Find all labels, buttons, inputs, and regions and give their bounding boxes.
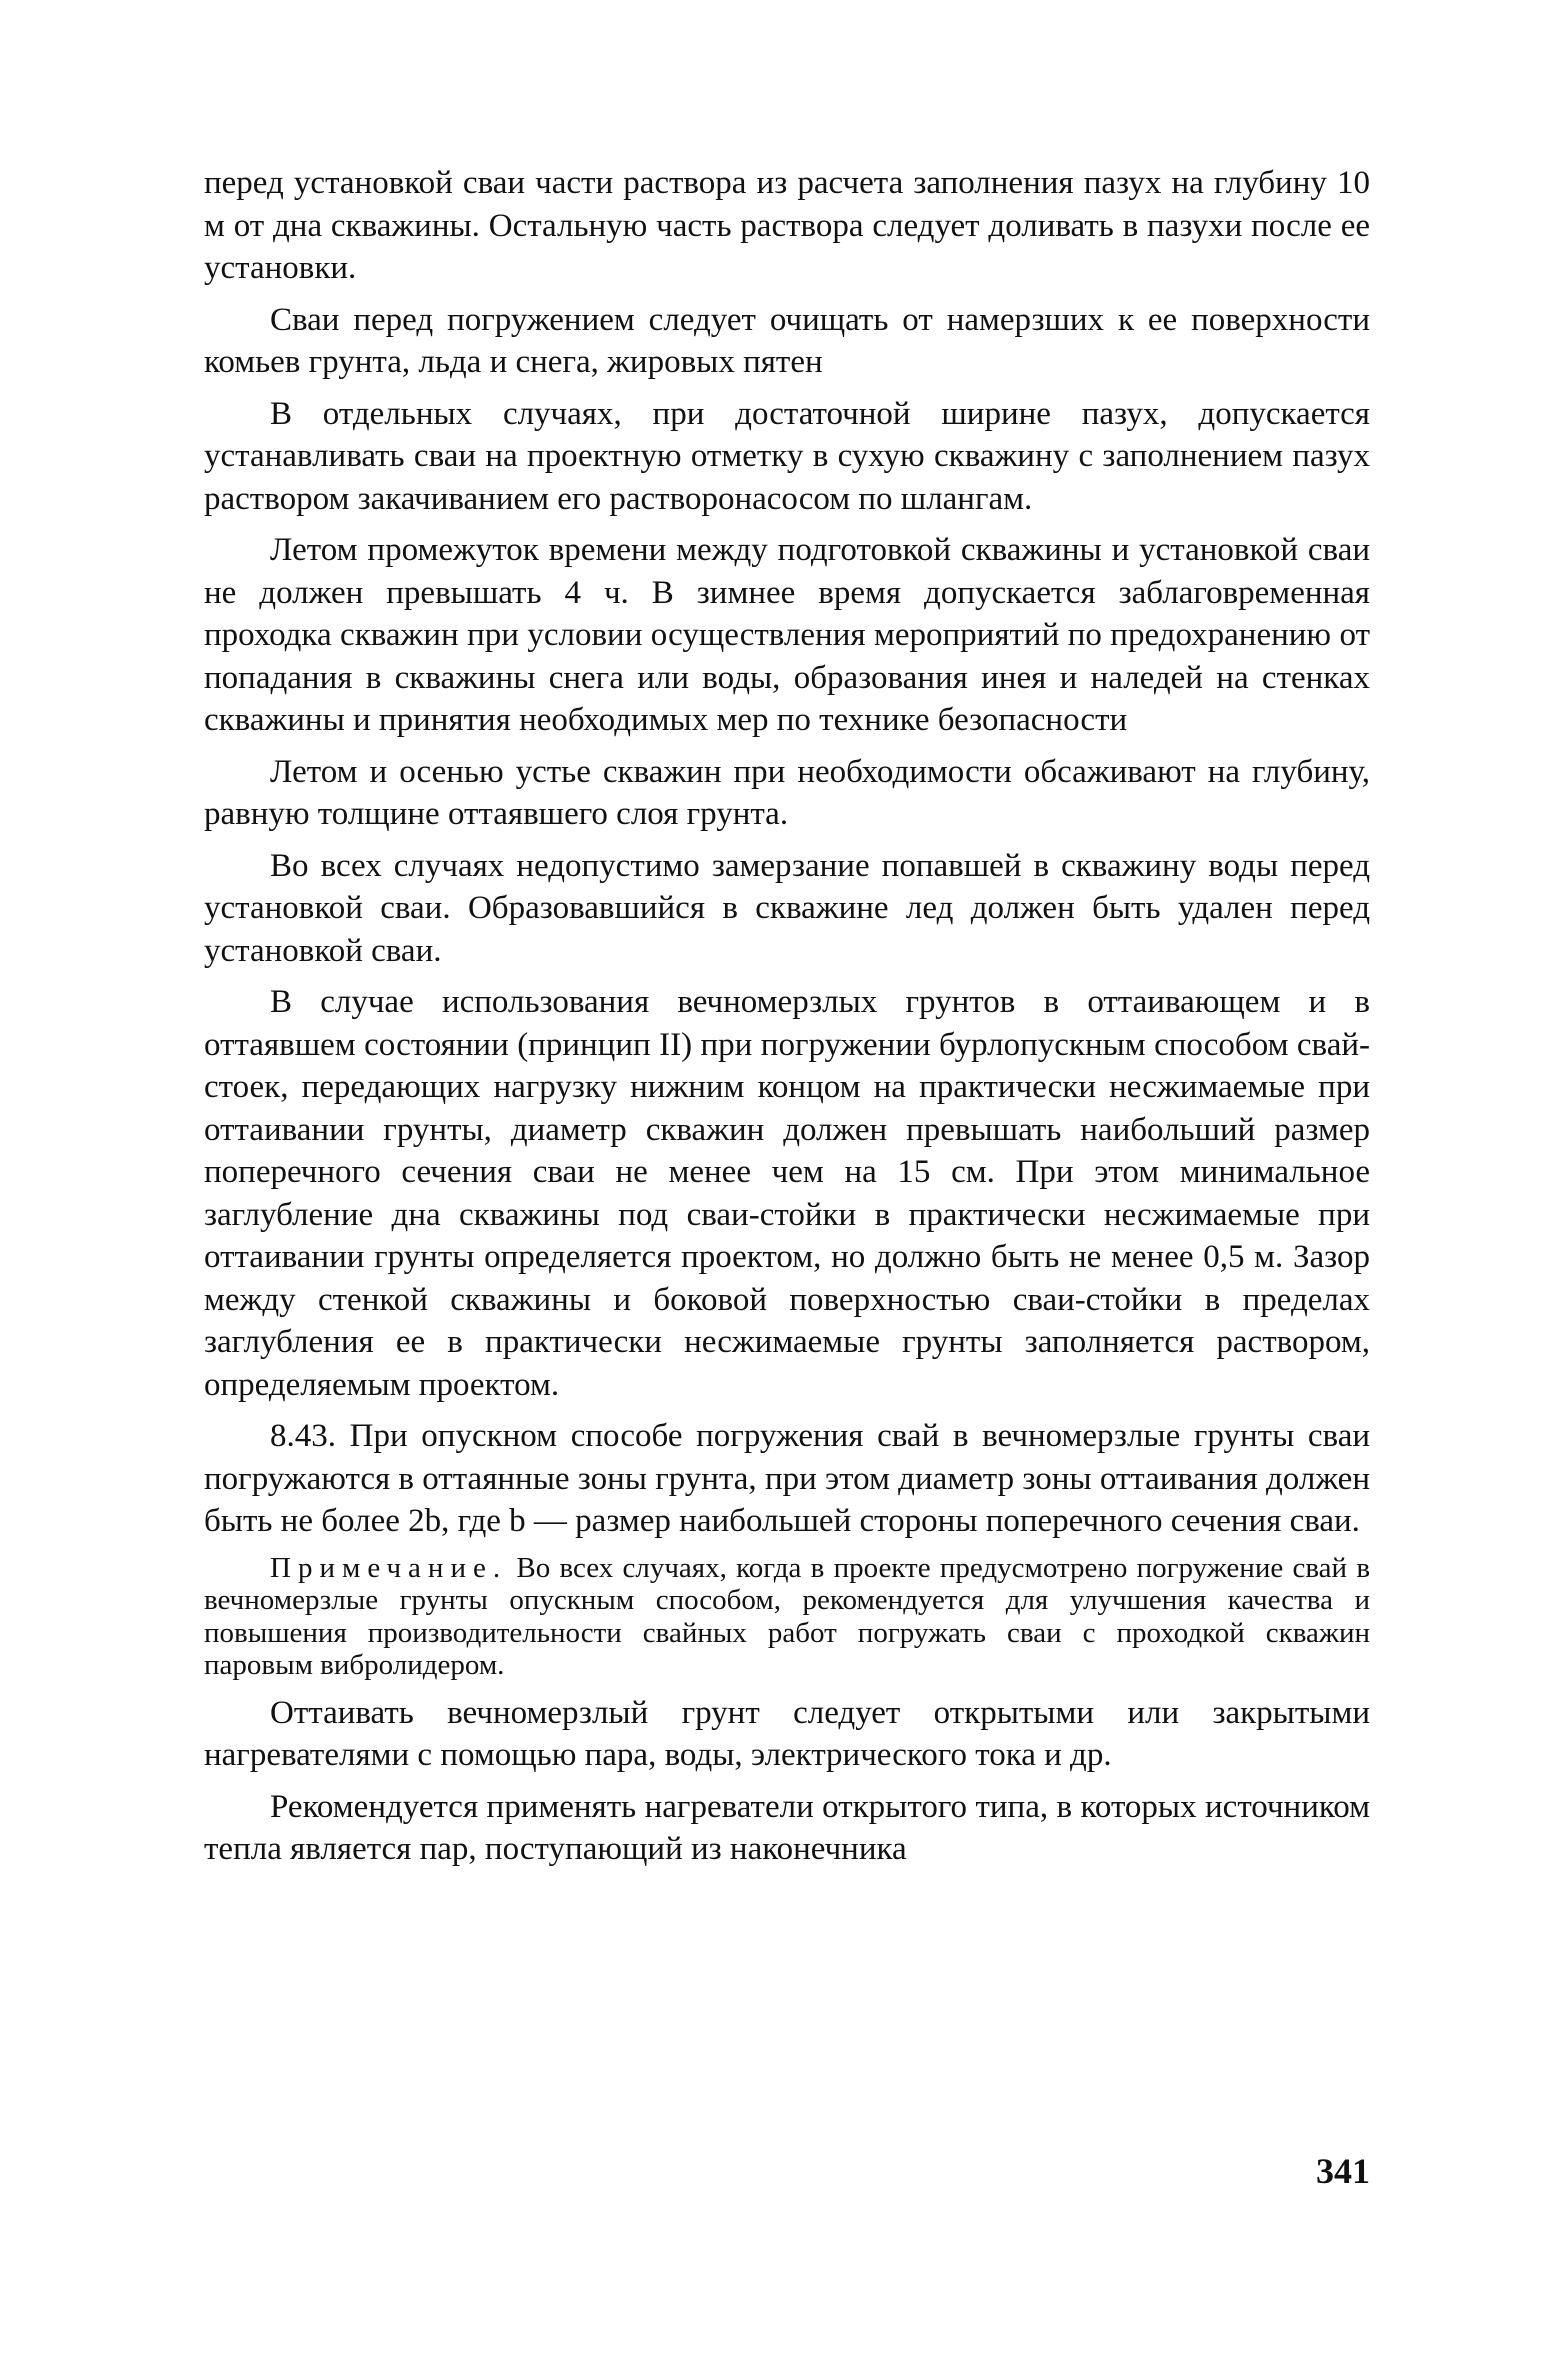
paragraph-1: перед установкой сваи части раствора из расчета заполнения пазух на глубину 10 м от дна скважины. Остальную часть раствора следует доливать в пазухи после ее установки.	[204, 165, 1370, 286]
paragraph-2: Сваи перед погружением следует очищать от намерзших к ее поверхности комьев грунта, льда и снега, жировых пятен	[204, 301, 1370, 380]
paragraph-3: В отдельных случаях, при достаточной ширине пазух, допускается устанавливать сваи на проектную отметку в сухую скважину с заполнением пазух раствором закачиванием его растворонасосом по шлангам.	[204, 395, 1370, 517]
paragraph-4: Летом промежуток времени между подготовкой скважины и установкой сваи не должен превышать 4 ч. В зимнее время допускается заблаговременная проходка скважин при условии осуществления мероприятий по предохранению от попадания в скважины снега или воды, образования инея и наледей на стенках скважины и принятия необходимых мер по технике безопасности	[204, 532, 1370, 738]
body-text	[204, 162, 1370, 1880]
paragraph-5: Летом и осенью устье скважин при необходимости обсаживают на глубину, равную толщине оттаявшего слоя грунта.	[204, 753, 1370, 832]
clause-8-43	[204, 1415, 1370, 1543]
note-label: Примечание.	[270, 1551, 508, 1584]
paragraph-after-1: Оттаивать вечномерзлый грунт следует открытыми или закрытыми нагревателями с помощью пара, воды, электрического тока и др.	[204, 1694, 1370, 1773]
page-number: 341	[1316, 2151, 1370, 2191]
note-text: Во всех случаях, когда в проекте предусмотрено погружение свай в вечномерзлые грунты опускным способом, рекомендуется для улучшения качества и повышения производительности свайных работ погружать сваи с проходкой скважин паровым вибролидером.	[204, 1551, 1371, 1681]
paragraph-6: Во всех случаях недопустимо замерзание попавшей в скважину воды перед установкой сваи. Образовавшийся в скважине лед должен быть удален перед установкой сваи.	[204, 847, 1370, 969]
note	[204, 1552, 1370, 1682]
clause-text: При опускном способе погружения свай в вечномерзлые грунты сваи погружаются в оттаянные зоны грунта, при этом диаметр зоны оттаивания должен быть не более 2b, где b — размер наибольшей стороны поперечного сечения сваи.	[204, 1418, 1370, 1539]
paragraph-after-2: Рекомендуется применять нагреватели открытого типа, в которых источником тепла является пар, поступающий из наконечника	[204, 1788, 1370, 1867]
paragraph-7: В случае использования вечномерзлых грунтов в оттаивающем и в оттаявшем состоянии (принцип II) при погружении бурлопускным способом свай-стоек, передающих нагрузку нижним концом на практически несжимаемые при оттаивании грунты, диаметр скважин должен превышать наибольший размер поперечного сечения сваи не менее чем на 15 см. При этом минимальное заглубление дна скважины под сваи-стойки в практически несжимаемые при оттаивании грунты определяется проектом, но должно быть не менее 0,5 м. Зазор между стенкой скважины и боковой поверхностью сваи-стойки в пределах заглубления ее в практически несжимаемые грунты заполняется раствором, определяемым проектом.	[204, 984, 1370, 1403]
clause-number: 8.43.	[270, 1418, 336, 1454]
